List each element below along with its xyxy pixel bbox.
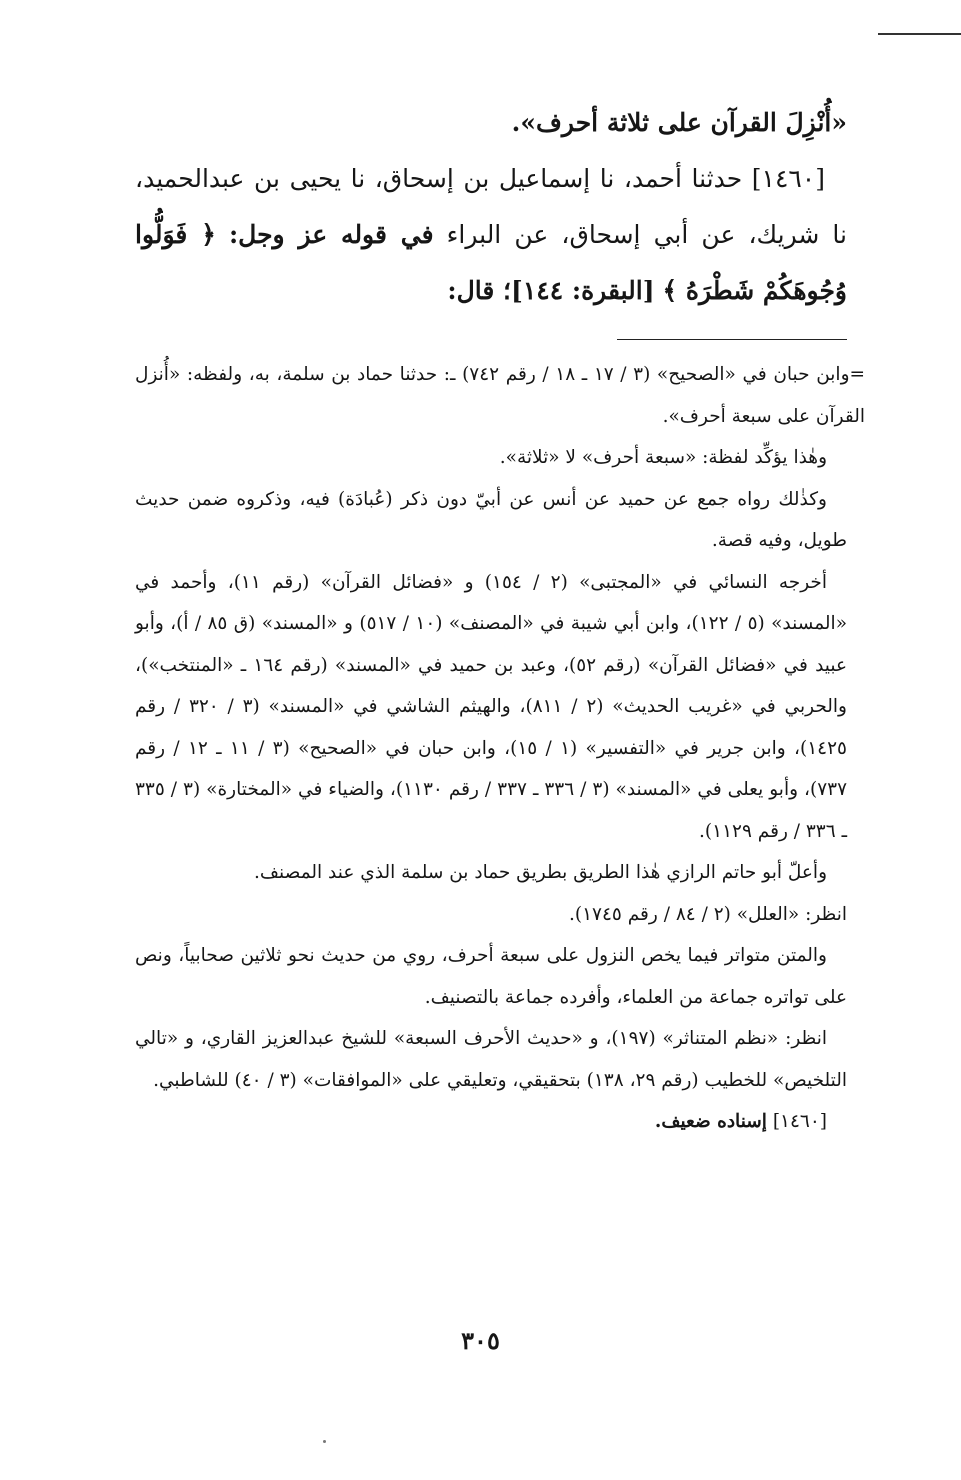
hadith-chain-bold: في قوله عز وجل: — [228, 220, 434, 249]
top-corner-rule — [878, 33, 961, 35]
footnote-paragraph: وهٰذا يؤكِّد لفظة: «سبعة أحرف» لا «ثلاثة». — [499, 447, 827, 468]
footnotes — [135, 354, 865, 1143]
quran-verse: ﴿ فَوَلُّوا وُجُوهَكُمْ شَطْرَهُ ﴾ — [135, 220, 847, 305]
quote-text: «أُنْزِلَ القرآن على ثلاثة أحرف». — [511, 108, 847, 137]
final-note-number: [١٤٦٠] — [772, 1111, 827, 1132]
scan-artifact — [323, 1440, 326, 1443]
final-note-text: إسناده ضعيف. — [654, 1111, 767, 1132]
hadith-number: [١٤٦٠] — [751, 164, 825, 193]
hadith-1460 — [135, 151, 847, 319]
footnote-reference: انظر: «نظم المتناثر» (١٩٧)، و «حديث الأحرف السبعة» للشيخ عبدالعزيز القاري، و «تالي التلخيص» للخطيب (رقم ٢٩، ١٣٨) بتحقيقي، وتعليقي على «الموافقات» (٣ / ٤٠) للشاطبي. — [135, 1028, 847, 1091]
hadith-chain-line2: عبدالحميد، نا شريك، عن أبي إسحاق، عن البراء — [135, 164, 847, 249]
footnote-paragraph: والمتن متواتر فيما يخص النزول على سبعة أحرف، روي من حديث نحو ثلاثين صحابياً، ونص على تواتره جماعة من العلماء، وأفرده جماعة بالتصنيف. — [135, 945, 847, 1008]
hadith-chain-line1: حدثنا أحمد، نا إسماعيل بن إسحاق، نا يحيى بن — [254, 164, 743, 193]
main-text — [135, 95, 847, 319]
footnote-final — [135, 1101, 847, 1143]
page-number: ٣٠٥ — [461, 1326, 500, 1355]
footnote-separator — [617, 339, 847, 340]
footnote-paragraph: وأعلّ أبو حاتم الرازي هٰذا الطريق بطريق حماد بن سلمة الذي عند المصنف. — [254, 862, 827, 883]
page-body — [135, 95, 865, 1143]
verse-reference: [البقرة: ١٤٤] — [511, 276, 655, 305]
footnote-continuation: =وابن حبان في «الصحيح» (٣ / ١٧ ـ ١٨ / رقم ٧٤٢) ـ: حدثنا حماد بن سلمة، به، ولفظه: «أُنزل القرآن على سبعة أحرف». — [135, 364, 865, 427]
footnote-takhrij: أخرجه النسائي في «المجتبى» (٢ / ١٥٤) و «فضائل القرآن» (رقم ١١)، وأحمد في «المسند» (٥ / ١٢٢)، وابن أبي شيبة في «المصنف» (١٠ / ٥١٧) و «المسند» (ق ٨٥ / أ)، وأبو عبيد في «فضائل القرآن» (رقم ٥٢)، وعبد بن حميد في «المسند» (رقم ١٦٤ ـ «المنتخب»)، والحربي في «غريب الحديث» (٢ / ٨١١)، والهيثم الشاشي في «المسند» (٣ / ٣٢٠ / رقم ١٤٢٥)، وابن جرير في «التفسير» (١ / ١٥)، وابن حبان في «الصحيح» (٣ / ١١ ـ ١٢ / رقم ٧٣٧)، وأبو يعلى في «المسند» (٣ / ٣٣٦ ـ ٣٣٧ / رقم ١١٣٠)، والضياء في «المختارة» (٣ / ٣٣٥ ـ ٣٣٦ / رقم ١١٢٩). — [135, 571, 848, 842]
footnote-reference: انظر: «العلل» (٢ / ٨٤ / رقم ١٧٤٥). — [569, 903, 847, 925]
footnote-paragraph: وكذٰلك رواه جمع عن حميد عن أنس عن أبيّ دون ذكر (عُبادَة) فيه، وذكروه ضمن حديث طويل، وفيه قصة. — [135, 488, 847, 551]
quote-line — [135, 95, 847, 151]
verse-tail: ؛ قال: — [447, 276, 512, 305]
